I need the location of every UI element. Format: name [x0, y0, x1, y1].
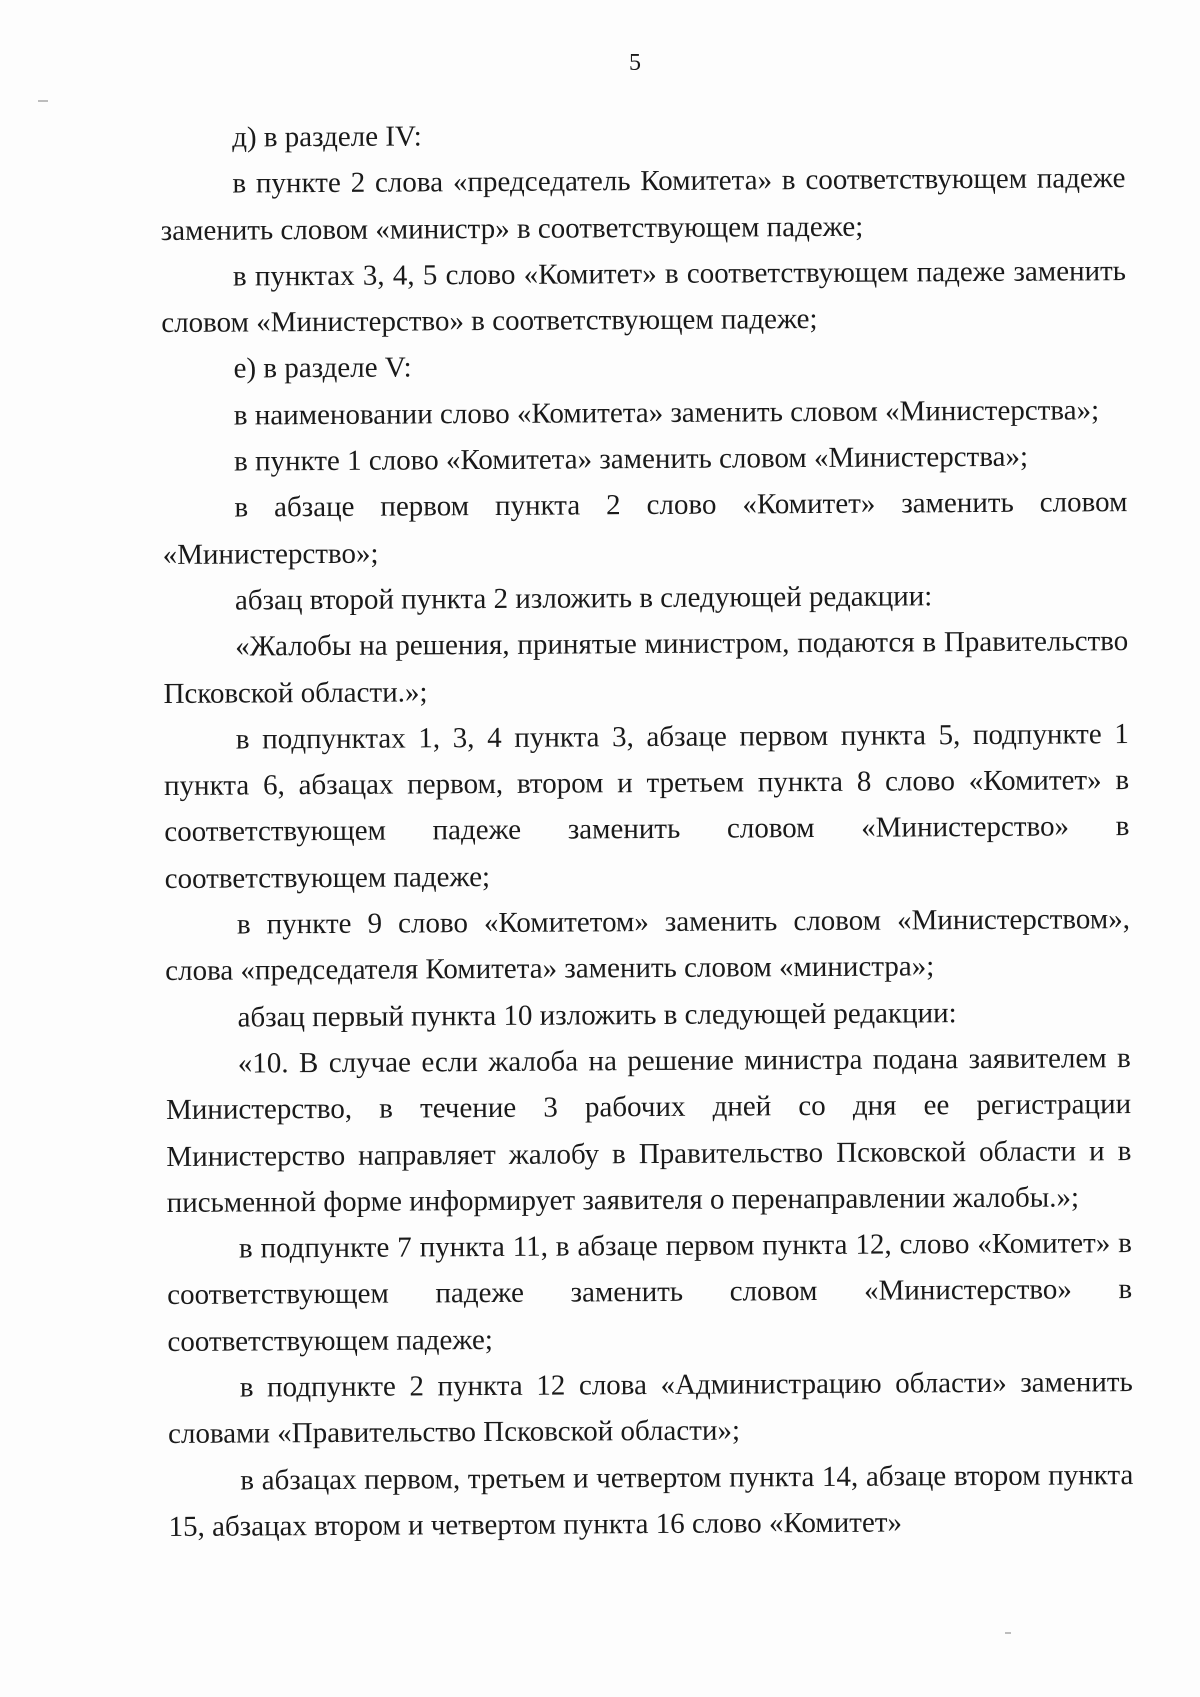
paragraph: в наименовании слово «Комитета» заменить словом «Министерства»;: [233, 394, 1100, 432]
paragraph: в подпункте 7 пункта 11, в абзаце первом пункта 12, слово «Комитет» в соответствующем падеже заменить словом «Министерство» в соответствующем падеже;: [167, 1227, 1133, 1358]
paragraph: в пунктах 3, 4, 5 слово «Комитет» в соответствующем падеже заменить словом «Министерство» в соответствующем падеже;: [161, 254, 1127, 340]
page-number: 5: [629, 50, 641, 76]
paragraph: е) в разделе V:: [233, 351, 412, 386]
paragraph: в пункте 9 слово «Комитетом» заменить словом «Министерством», слова «председателя Комитета» заменить словом «министра»;: [165, 903, 1131, 988]
paragraph: в пункте 1 слово «Комитета» заменить словом «Министерства»;: [234, 440, 1029, 478]
paragraph: «Жалобы на решения, принятые министром, подаются в Правительство Псковской области.»;: [163, 625, 1129, 710]
paragraph: в пункте 2 слова «председатель Комитета» в соответствующем падеже заменить словом «министр» в соответствующем падеже;: [160, 162, 1126, 247]
paragraph: абзац первый пункта 10 изложить в следующей редакции:: [237, 996, 957, 1034]
scan-mark: [1005, 1632, 1011, 1634]
paragraph: в абзаце первом пункта 2 слово «Комитет» заменить словом «Министерство»;: [162, 486, 1128, 571]
scan-mark: [38, 100, 48, 102]
document-body: [160, 109, 1134, 1550]
paragraph: «10. В случае если жалоба на решение министра подана заявителем в Министерство, в течение 3 рабочих дней со дня ее регистрации Министерство направляет жалобу в Правительство Псковской области и в письменной форме информирует заявителя о перенаправлении жалобы.»;: [165, 1042, 1132, 1219]
paragraph: в подпунктах 1, 3, 4 пункта 3, абзаце первом пункта 5, подпункте 1 пункта 6, абзацах первом, втором и третьем пункта 8 слово «Комитет» в соответствующем падеже заменить словом «Министерство» в соответствующем падеже;: [164, 717, 1130, 895]
paragraph: абзац второй пункта 2 изложить в следующей редакции:: [234, 580, 933, 617]
paragraph: в подпункте 2 пункта 12 слова «Администрацию области» заменить словами «Правительство Псковской области»;: [167, 1366, 1133, 1451]
paragraph: д) в разделе IV:: [232, 120, 422, 154]
paragraph: в абзацах первом, третьем и четвертом пункта 14, абзаце втором пункта 15, абзацах втором и четвертом пункта 16 слово «Комитет»: [168, 1458, 1134, 1543]
